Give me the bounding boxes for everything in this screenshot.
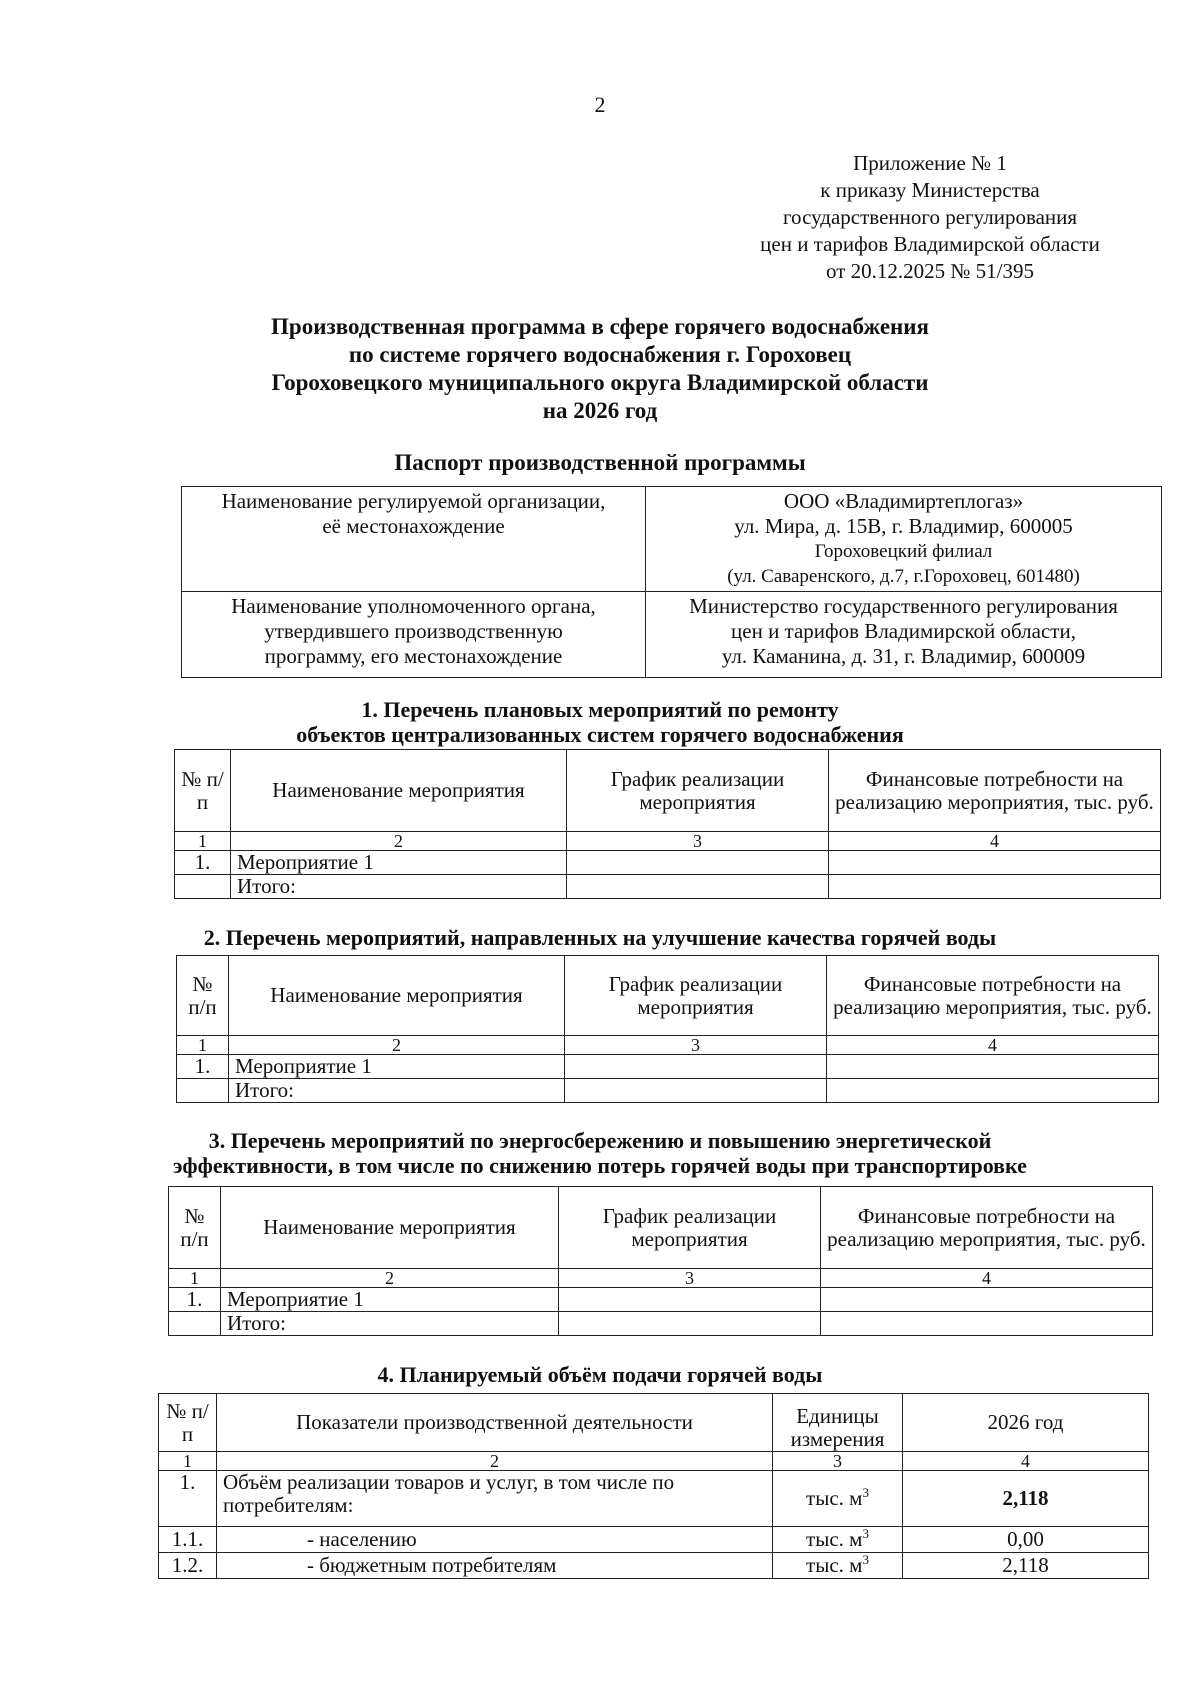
value-line: цен и тарифов Владимирской области, <box>731 619 1076 643</box>
row-schedule <box>565 1079 827 1103</box>
section-title-line: эффективности, в том числе по снижению потерь горячей воды при транспортировке <box>173 1153 1027 1178</box>
column-number: 2 <box>229 1036 565 1055</box>
row-finance <box>821 1288 1153 1312</box>
header-schedule: График реализации мероприятия <box>559 1187 821 1269</box>
row-num <box>175 875 231 899</box>
section2-title <box>0 925 1200 950</box>
value-line: ул. Каманина, д. 31, г. Владимир, 600009 <box>721 644 1086 668</box>
column-number: 2 <box>231 832 567 851</box>
row-num <box>177 1079 229 1103</box>
passport-heading-text: Паспорт производственной программы <box>394 450 806 475</box>
passport-authority-value <box>646 592 1162 678</box>
section3-title <box>0 1128 1200 1178</box>
section-title-line: объектов централизованных систем горячего водоснабжения <box>296 722 904 747</box>
label-line: Наименование уполномоченного органа, <box>231 594 596 618</box>
appendix-line: цен и тарифов Владимирской области <box>760 232 1100 256</box>
passport-org-value <box>646 487 1162 592</box>
passport-authority-label <box>182 592 646 678</box>
label-line: Наименование регулируемой организации, <box>221 489 606 513</box>
header-name: Наименование мероприятия <box>221 1187 559 1269</box>
section1-table <box>174 749 1161 899</box>
column-number: 3 <box>565 1036 827 1055</box>
row-num: 1. <box>169 1288 221 1312</box>
total-row <box>169 1312 1153 1336</box>
column-number: 4 <box>903 1452 1149 1471</box>
row-num: 1. <box>177 1055 229 1079</box>
table-row <box>175 851 1161 875</box>
table-header-row <box>177 956 1159 1036</box>
column-number: 1 <box>169 1269 221 1288</box>
total-row <box>175 875 1161 899</box>
column-number: 1 <box>175 832 231 851</box>
header-name: Наименование мероприятия <box>231 750 567 832</box>
unit-superscript: 3 <box>862 1526 869 1541</box>
document-title <box>0 313 1200 425</box>
row-finance <box>827 1079 1159 1103</box>
section3-table <box>168 1186 1153 1336</box>
row-unit <box>773 1527 903 1553</box>
column-number: 4 <box>829 832 1161 851</box>
column-number-row <box>175 832 1161 851</box>
row-indicator: Объём реализации товаров и услуг, в том числе по потребителям: <box>217 1471 773 1527</box>
row-unit <box>773 1471 903 1527</box>
appendix-line: Приложение № 1 <box>853 151 1007 175</box>
value-line: ул. Мира, д. 15В, г. Владимир, 600005 <box>734 514 1073 538</box>
section-title-line: 2. Перечень мероприятий, направленных на улучшение качества горячей воды <box>203 925 997 950</box>
header-units: Единицы измерения <box>773 1394 903 1452</box>
passport-table <box>181 486 1162 678</box>
row-schedule <box>567 851 829 875</box>
table-row <box>177 1055 1159 1079</box>
column-number: 1 <box>159 1452 217 1471</box>
column-number: 2 <box>221 1269 559 1288</box>
row-finance <box>829 851 1161 875</box>
label-line: программу, его местонахождение <box>264 644 563 668</box>
label-line: утвердившего производственную <box>264 619 563 643</box>
column-number: 3 <box>773 1452 903 1471</box>
column-number: 3 <box>559 1269 821 1288</box>
title-line: Производственная программа в сфере горячего водоснабжения <box>271 314 929 339</box>
column-number: 1 <box>177 1036 229 1055</box>
passport-row-organization <box>182 487 1162 592</box>
header-finance: Финансовые потребности на реализацию мероприятия, тыс. руб. <box>827 956 1159 1036</box>
row-finance <box>821 1312 1153 1336</box>
total-row <box>177 1079 1159 1103</box>
unit-superscript: 3 <box>862 1552 869 1567</box>
header-finance: Финансовые потребности на реализацию мероприятия, тыс. руб. <box>821 1187 1153 1269</box>
passport-heading <box>0 450 1200 475</box>
row-indicator: - населению <box>217 1527 773 1553</box>
row-value: 2,118 <box>903 1471 1149 1527</box>
row-unit <box>773 1553 903 1579</box>
appendix-line: государственного регулирования <box>782 205 1078 229</box>
row-num: 1.2. <box>159 1553 217 1579</box>
column-number-row <box>159 1452 1149 1471</box>
column-number: 4 <box>821 1269 1153 1288</box>
row-value: 0,00 <box>903 1527 1149 1553</box>
header-num: № п/п <box>169 1187 221 1269</box>
section-title-line: 1. Перечень плановых мероприятий по ремонту <box>361 697 839 722</box>
row-num: 1.1. <box>159 1527 217 1553</box>
table-row <box>159 1471 1149 1527</box>
header-num: № п/п <box>159 1394 217 1452</box>
section2-table <box>176 955 1159 1103</box>
table-row <box>159 1527 1149 1553</box>
total-label: Итого: <box>221 1312 559 1336</box>
column-number-row <box>169 1269 1153 1288</box>
title-line: Гороховецкого муниципального округа Владимирской области <box>271 370 929 395</box>
value-line: (ул. Саваренского, д.7, г.Гороховец, 601480) <box>727 566 1080 587</box>
row-finance <box>827 1055 1159 1079</box>
header-num: № п/п <box>177 956 229 1036</box>
header-num: № п/п <box>175 750 231 832</box>
total-label: Итого: <box>231 875 567 899</box>
unit-text: тыс. м <box>806 1553 863 1577</box>
row-name: Мероприятие 1 <box>221 1288 559 1312</box>
section4-title <box>0 1362 1200 1387</box>
value-line: Гороховецкий филиал <box>814 541 993 562</box>
total-label: Итого: <box>229 1079 565 1103</box>
column-number: 2 <box>217 1452 773 1471</box>
header-year: 2026 год <box>903 1394 1149 1452</box>
section4-table <box>158 1393 1149 1579</box>
title-line: на 2026 год <box>542 398 658 423</box>
header-schedule: График реализации мероприятия <box>567 750 829 832</box>
row-num: 1. <box>159 1471 217 1527</box>
table-header-row <box>159 1394 1149 1452</box>
column-number-row <box>177 1036 1159 1055</box>
passport-org-label <box>182 487 646 592</box>
unit-superscript: 3 <box>862 1485 869 1500</box>
table-row <box>169 1288 1153 1312</box>
row-name: Мероприятие 1 <box>231 851 567 875</box>
value-line: Министерство государственного регулирования <box>689 594 1118 618</box>
title-line: по системе горячего водоснабжения г. Гороховец <box>348 342 852 367</box>
table-header-row <box>175 750 1161 832</box>
unit-text: тыс. м <box>806 1527 863 1551</box>
section-title-line: 3. Перечень мероприятий по энергосбережению и повышению энергетической <box>208 1128 992 1153</box>
row-num <box>169 1312 221 1336</box>
appendix-block <box>720 150 1140 285</box>
table-row <box>159 1553 1149 1579</box>
row-schedule <box>567 875 829 899</box>
header-name: Наименование мероприятия <box>229 956 565 1036</box>
section-title-line: 4. Планируемый объём подачи горячей воды <box>377 1362 823 1387</box>
row-schedule <box>565 1055 827 1079</box>
section1-title <box>0 697 1200 747</box>
row-name: Мероприятие 1 <box>229 1055 565 1079</box>
row-schedule <box>559 1288 821 1312</box>
header-finance: Финансовые потребности на реализацию мероприятия, тыс. руб. <box>829 750 1161 832</box>
row-indicator: - бюджетным потребителям <box>217 1553 773 1579</box>
row-num: 1. <box>175 851 231 875</box>
appendix-line: к приказу Министерства <box>820 178 1040 202</box>
header-schedule: График реализации мероприятия <box>565 956 827 1036</box>
value-line: ООО «Владимиртеплогаз» <box>783 489 1024 513</box>
row-schedule <box>559 1312 821 1336</box>
page-number: 2 <box>594 92 606 117</box>
header-indicator: Показатели производственной деятельности <box>217 1394 773 1452</box>
column-number: 3 <box>567 832 829 851</box>
appendix-line: от 20.12.2025 № 51/395 <box>825 259 1035 283</box>
passport-row-authority <box>182 592 1162 678</box>
unit-text: тыс. м <box>806 1486 863 1510</box>
column-number: 4 <box>827 1036 1159 1055</box>
row-finance <box>829 875 1161 899</box>
row-value: 2,118 <box>903 1553 1149 1579</box>
table-header-row <box>169 1187 1153 1269</box>
label-line: её местонахождение <box>322 514 505 538</box>
